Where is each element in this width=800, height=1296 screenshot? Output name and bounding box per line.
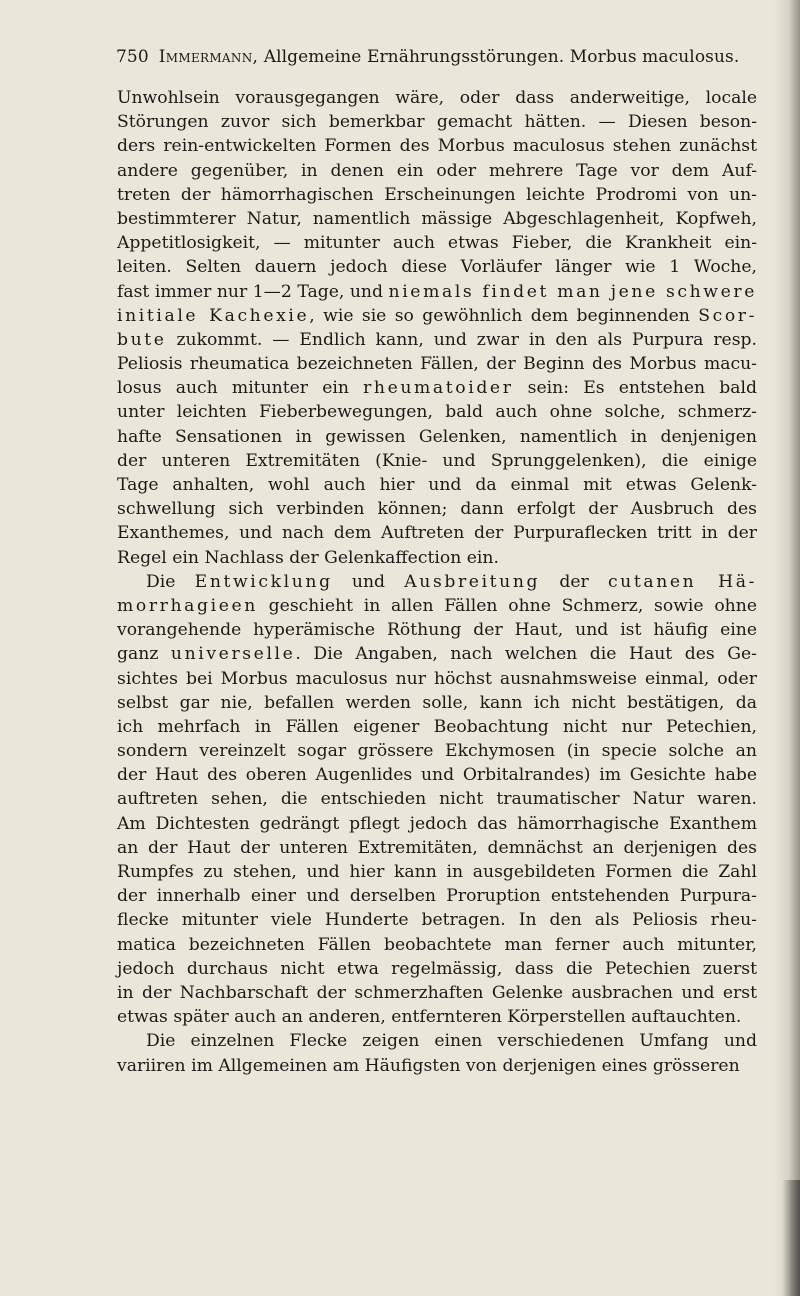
text-run: Rumpfes zu stehen, und hier kann in ausgebildeten Formen die Zahl [117,862,757,882]
text-line [117,642,757,666]
text-run: hafte Sensationen in gewissen Gelenken, namentlich in denjenigen [117,426,757,447]
running-head [116,47,756,67]
page-edge-shadow [774,0,800,1296]
text-line [117,183,757,207]
text-line [117,691,757,715]
text-line [117,715,757,739]
text-line [117,497,757,521]
page-number: 750 [116,47,149,67]
text-line [117,957,757,981]
text-line [117,86,757,110]
text-line [117,908,757,932]
text-run: andere gegenüber, in denen ein oder mehrere Tage vor dem Auf- [117,160,757,181]
text-line [117,1005,757,1029]
text-run: Störungen zuvor sich bemerkbar gemacht hätten. — Diesen beson- [117,112,757,133]
text-run: zukommt. — Endlich kann, und zwar in den als Purpura resp. [166,329,757,350]
text-line [117,933,757,957]
spaced-emphasis: cutanen Hä- [607,571,757,592]
text-run: auftreten sehen, die entschieden nicht traumatischer Natur waren. [117,789,757,810]
text-line [117,110,757,134]
text-run: sein: Es entstehen bald [513,378,757,399]
text-run: leiten. Selten dauern jedoch diese Vorläufer länger wie 1 Woche, [117,257,757,278]
text-run: selbst gar nie, befallen werden solle, kann ich nicht bestätigen, da [117,692,757,713]
text-run: und [332,571,405,592]
text-line [117,280,757,304]
text-run: Exanthemes, und nach dem Auftreten der Purpuraflecken tritt in der [117,523,757,544]
text-run: geschieht in allen Fällen ohne Schmerz, sowie ohne [257,595,757,616]
spaced-emphasis: initiale Kachexie [117,305,310,326]
text-line [117,231,757,255]
spaced-emphasis: Ausbreitung [404,571,541,592]
text-line [117,255,757,279]
text-run: bestimmterer Natur, namentlich mässige Abgeschlagenheit, Kopfweh, [117,208,757,229]
text-run: treten der hämorrhagischen Erscheinungen leichte Prodromi von un- [117,184,757,205]
text-run: Am Dichtesten gedrängt pflegt jedoch das hämorrhagische Exanthem [117,813,757,834]
running-head-author: Immermann, [158,47,259,67]
body-text [117,86,757,1078]
text-line [117,352,757,376]
text-line [117,594,757,618]
spaced-emphasis: niemals findet man jene schwere [388,281,757,302]
text-run: vorangehende hyperämische Röthung der Haut, und ist häufig eine [117,620,757,641]
text-line [117,1029,757,1053]
text-run: schwellung sich verbinden können; dann erfolgt der Ausbruch des [117,499,757,520]
text-run: losus auch mitunter ein [117,378,364,399]
text-line [117,159,757,183]
spaced-emphasis: Scor- [698,305,757,326]
text-line [117,570,757,594]
text-run: flecke mitunter viele Hunderte betragen. In den als Peliosis rheu- [117,910,757,931]
text-run: der unteren Extremitäten (Knie- und Sprunggelenken), die einige [117,450,757,471]
text-run: der Haut des oberen Augenlides und Orbitalrandes) im Gesichte habe [117,765,757,786]
text-run: etwas später auch an anderen, entfernteren Körperstellen auftauchten. [117,1007,742,1028]
text-run: Die einzelnen Flecke zeigen einen verschiedenen Umfang und [146,1031,757,1052]
spaced-emphasis: bute [117,329,167,350]
text-line [117,836,757,860]
text-line [117,763,757,787]
text-line [117,449,757,473]
text-run: der innerhalb einer und derselben Proruption entstehenden Purpura- [117,886,757,907]
text-run: an der Haut der unteren Extremitäten, demnächst an derjenigen des [117,837,757,858]
spaced-emphasis: Entwicklung [194,571,333,592]
text-run: Die [146,571,195,592]
spaced-emphasis: morrhagieen [117,595,258,616]
text-run: Regel ein Nachlass der Gelenkaffection ein. [117,547,499,568]
text-line [117,400,757,424]
text-line [117,546,757,570]
text-run: der [540,571,608,592]
text-line [117,521,757,545]
text-line [117,884,757,908]
text-line [117,376,757,400]
text-run: , wie sie so gewöhnlich dem beginnenden [309,305,699,326]
page-edge-shadow-bottom [782,1180,800,1296]
text-run: fast immer nur 1—2 Tage, und [117,281,389,302]
text-line [117,812,757,836]
text-run: matica bezeichneten Fällen beobachtete man ferner auch mitunter, [117,934,757,955]
text-run: ders rein-entwickelten Formen des Morbus maculosus stehen zunächst [117,136,757,157]
spaced-emphasis: rheumatoider [363,378,514,399]
text-line [117,860,757,884]
text-line [117,787,757,811]
text-line [117,473,757,497]
text-run: ich mehrfach in Fällen eigener Beobachtung nicht nur Petechien, [117,716,757,737]
text-run: Appetitlosigkeit, — mitunter auch etwas Fieber, die Krankheit ein- [117,233,757,254]
text-run: jedoch durchaus nicht etwa regelmässig, dass die Petechien zuerst [117,958,757,979]
text-run: in der Nachbarschaft der schmerzhaften Gelenke ausbrachen und erst [117,982,757,1003]
text-run: variiren im Allgemeinen am Häufigsten von derjenigen eines grösseren [117,1055,740,1076]
text-run: Peliosis rheumatica bezeichneten Fällen, der Beginn des Morbus macu- [117,354,757,375]
text-line [117,425,757,449]
text-run: ganz [117,644,171,665]
text-line [117,134,757,158]
text-line [117,981,757,1005]
text-line [117,328,757,352]
text-run: . Die Angaben, nach welchen die Haut des Ge- [295,644,757,665]
text-run: sondern vereinzelt sogar grössere Ekchymosen (in specie solche an [117,741,757,762]
text-run: unter leichten Fieberbewegungen, bald auch ohne solche, schmerz- [117,402,757,423]
spaced-emphasis: universelle [170,644,296,665]
text-run: Unwohlsein vorausgegangen wäre, oder dass anderweitige, locale [117,88,757,108]
text-line [117,1054,757,1078]
text-line [117,618,757,642]
text-line [117,667,757,691]
text-line [117,207,757,231]
text-run: Tage anhalten, wohl auch hier und da einmal mit etwas Gelenk- [117,475,757,495]
text-run: sichtes bei Morbus maculosus nur höchst ausnahmsweise einmal, oder [117,668,757,689]
text-line [117,304,757,328]
running-head-title: Allgemeine Ernährungsstörungen. Morbus maculosus. [263,47,740,67]
text-line [117,739,757,763]
